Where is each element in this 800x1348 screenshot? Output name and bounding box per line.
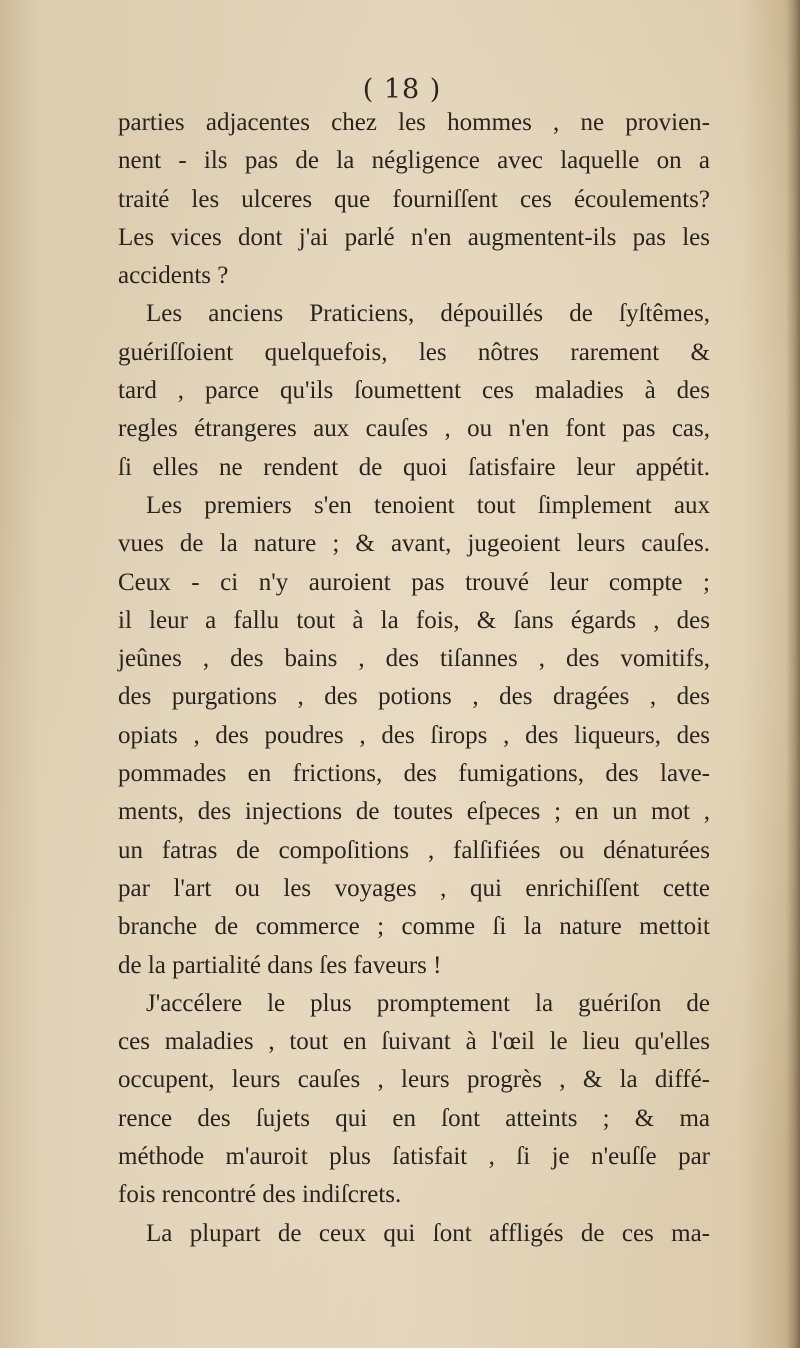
text-line: des purgations , des potions , des dragées , des bbox=[118, 683, 710, 711]
text-line: méthode m'auroit plus ſatisfait , ſi je n'euſſe par bbox=[118, 1143, 710, 1171]
text-line: Les vices dont j'ai parlé n'en augmentent-ils pas les bbox=[118, 223, 710, 251]
text-line: J'accélere le plus promptement la guériſon de bbox=[146, 989, 710, 1017]
text-line: de la partialité dans ſes faveurs ! bbox=[118, 951, 442, 979]
text-line: fois rencontré des indiſcrets. bbox=[118, 1181, 402, 1209]
text-line: occupent, leurs cauſes , leurs progrès , & la diffé- bbox=[118, 1066, 710, 1094]
text-line: ces maladies , tout en ſuivant à l'œil le lieu qu'elles bbox=[118, 1028, 710, 1056]
text-line: vues de la nature ; & avant, jugeoient leurs cauſes. bbox=[118, 530, 710, 558]
text-line: Les anciens Praticiens, dépouillés de ſyſtêmes, bbox=[146, 300, 710, 328]
text-line: nent - ils pas de la négligence avec laquelle on a bbox=[118, 147, 710, 175]
text-line: ments, des injections de toutes eſpeces ; en un mot , bbox=[118, 798, 710, 826]
text-line: guériſſoient quelquefois, les nôtres rarement & bbox=[118, 338, 710, 366]
text-line: branche de commerce ; comme ſi la nature mettoit bbox=[118, 913, 710, 941]
text-line: ſi elles ne rendent de quoi ſatisfaire leur appétit. bbox=[118, 453, 710, 481]
page-number: ( 18 ) bbox=[362, 74, 442, 105]
text-line: un fatras de compoſitions , falſifiées ou dénaturées bbox=[118, 836, 710, 864]
text-line: pommades en frictions, des fumigations, des lave- bbox=[118, 760, 710, 788]
text-line: opiats , des poudres , des ſirops , des liqueurs, des bbox=[118, 721, 710, 749]
body-text bbox=[118, 104, 710, 1253]
text-line: accidents ? bbox=[118, 262, 229, 290]
text-line: Ceux - ci n'y auroient pas trouvé leur compte ; bbox=[118, 568, 710, 596]
text-line: rence des ſujets qui en ſont atteints ; & ma bbox=[118, 1104, 710, 1132]
page-edge-shadow bbox=[786, 0, 800, 1348]
text-line: tard , parce qu'ils ſoumettent ces maladies à des bbox=[118, 377, 710, 405]
text-line: parties adjacentes chez les hommes , ne provien- bbox=[118, 109, 710, 136]
text-line: La plupart de ceux qui ſont affligés de ces ma- bbox=[146, 1219, 710, 1247]
text-line: jeûnes , des bains , des tiſannes , des vomitifs, bbox=[118, 645, 710, 673]
text-line: traité les ulceres que fourniſſent ces écoulements? bbox=[118, 185, 710, 213]
text-line: il leur a fallu tout à la fois, & ſans égards , des bbox=[118, 606, 710, 634]
text-line: Les premiers s'en tenoient tout ſimplement aux bbox=[146, 491, 710, 519]
text-line: par l'art ou les voyages , qui enrichiſſent cette bbox=[118, 874, 710, 902]
text-line: regles étrangeres aux cauſes , ou n'en font pas cas, bbox=[118, 415, 710, 443]
